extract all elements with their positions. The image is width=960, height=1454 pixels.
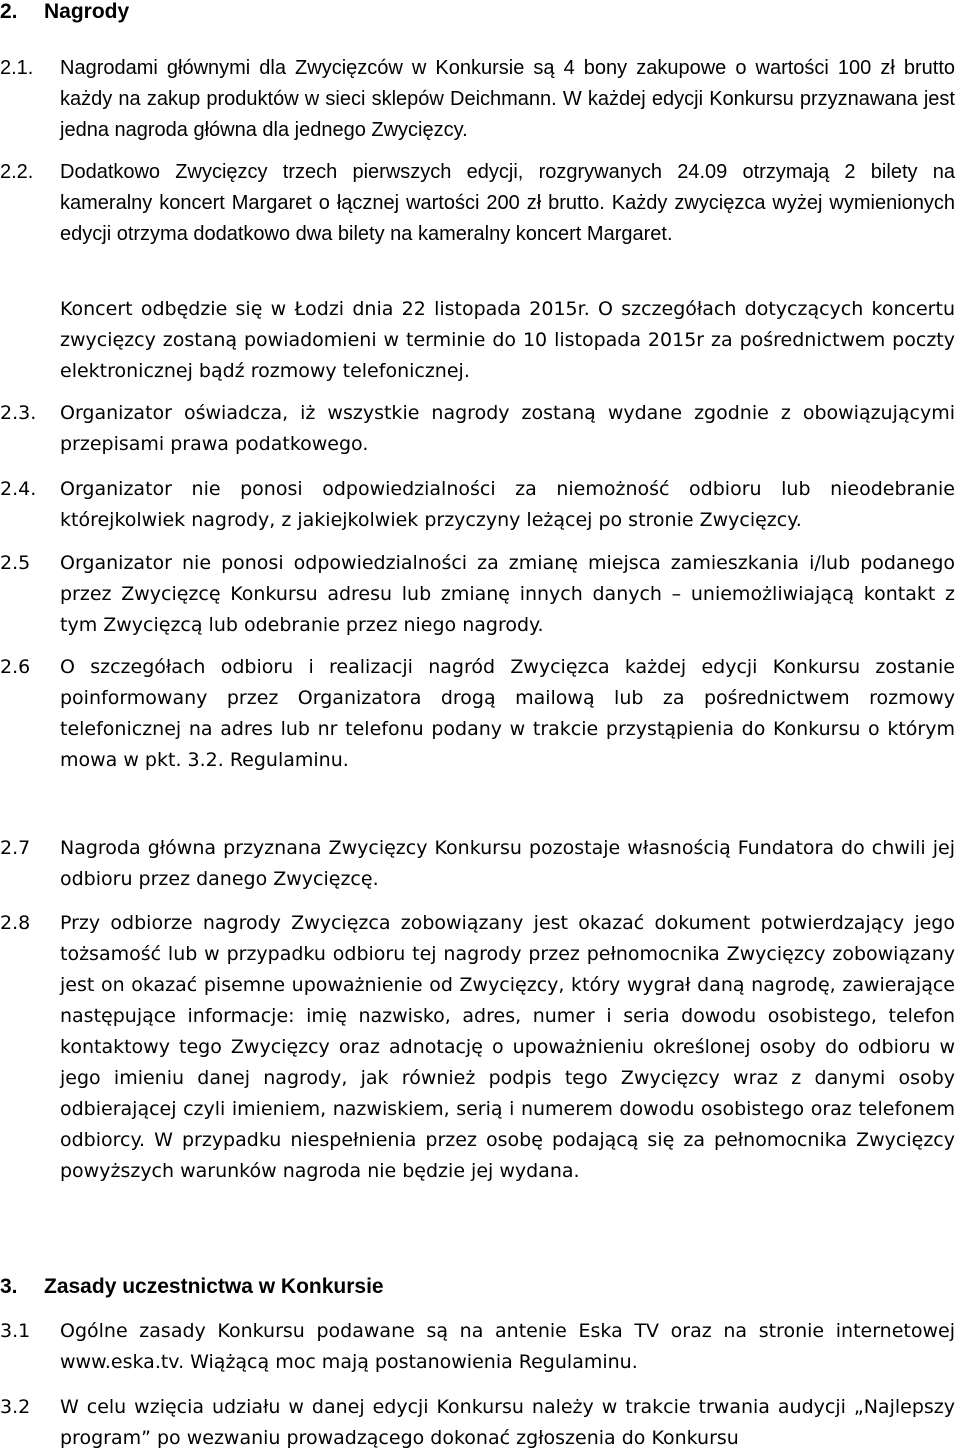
paragraph-number: 2.1.: [0, 57, 34, 79]
paragraph-2-6: [0, 652, 958, 776]
section-title: Nagrody: [44, 0, 130, 23]
paragraph-number: 3.1: [0, 1320, 31, 1342]
paragraph-number: 2.4.: [0, 478, 37, 500]
section-number: 2.: [0, 0, 18, 23]
paragraph-2-2-continued: [0, 294, 958, 387]
paragraph-2-2: [0, 157, 958, 250]
paragraph-text: W celu wzięcia udziału w danej edycji Konkursu należy w trakcie trwania audycji „Najlepszy program” po wezwaniu prowadzącego dokonać zgłoszenia do Konkursu: [60, 1396, 955, 1449]
paragraph-number: 2.5: [0, 552, 31, 574]
paragraph-2-5: [0, 548, 958, 641]
paragraph-2-4: [0, 474, 958, 536]
paragraph-2-1: [0, 53, 958, 146]
paragraph-2-3: [0, 398, 958, 460]
paragraph-text: Nagroda główna przyznana Zwycięzcy Konkursu pozostaje własnością Fundatora do chwili jej odbioru przez danego Zwycięzcę.: [60, 837, 955, 890]
paragraph-number: 2.6: [0, 656, 31, 678]
paragraph-number: 2.7: [0, 837, 31, 859]
paragraph-text: Ogólne zasady Konkursu podawane są na antenie Eska TV oraz na stronie internetowej www.eska.tv. Wiążącą moc mają postanowienia Regulaminu.: [60, 1320, 955, 1373]
paragraph-3-2: [0, 1392, 958, 1454]
paragraph-text: Przy odbiorze nagrody Zwycięzca zobowiązany jest okazać dokument potwierdzający jego tożsamość lub w przypadku odbioru tej nagrody przez pełnomocnika Zwycięzcy zobowiązany jest on okazać pisemne upoważnienie od Zwycięzcy, który wygrał daną nagrodę, zawierające następujące informacje: imię nazwisko, adres, numer i seria dowodu osobistego, telefon kontaktowy tego Zwycięzcy oraz adnotację o upoważnieniu określonej osoby do odbioru w jego imieniu danej nagrody, jak również podpis tego Zwycięzcy wraz z danymi osoby odbierającej czyli imieniem, nazwiskiem, serią i numerem dowodu osobistego oraz telefonem odbiorcy. W przypadku niespełnienia przez osobę podającą się za pełnomocnika Zwycięzcy powyższych warunków nagroda nie będzie jej wydana.: [60, 912, 955, 1182]
paragraph-number: 2.8: [0, 912, 31, 934]
paragraph-text: Nagrodami głównymi dla Zwycięzców w Konkursie są 4 bony zakupowe o wartości 100 zł brutto każdy na zakup produktów w sieci sklepów Deichmann. W każdej edycji Konkursu przyznawana jest jedna nagroda główna dla jednego Zwycięzcy.: [60, 57, 955, 141]
paragraph-text: Organizator nie ponosi odpowiedzialności za niemożność odbioru lub nieodebranie którejkolwiek nagrody, z jakiejkolwiek przyczyny leżącej po stronie Zwycięzcy.: [60, 478, 955, 531]
paragraph-number: 2.2.: [0, 161, 34, 183]
paragraph-text: Organizator oświadcza, iż wszystkie nagrody zostaną wydane zgodnie z obowiązującymi przepisami prawa podatkowego.: [60, 402, 955, 455]
paragraph-number: 2.3.: [0, 402, 37, 424]
paragraph-text: Dodatkowo Zwycięzcy trzech pierwszych edycji, rozgrywanych 24.09 otrzymają 2 bilety na kameralny koncert Margaret o łącznej wartości 200 zł brutto. Każdy zwycięzca wyżej wymienionych edycji otrzyma dodatkowo dwa bilety na kameralny koncert Margaret.: [60, 161, 955, 245]
section-title: Zasady uczestnictwa w Konkursie: [44, 1275, 384, 1298]
paragraph-text: Organizator nie ponosi odpowiedzialności za zmianę miejsca zamieszkania i/lub podanego przez Zwycięzcę Konkursu adresu lub zmianę innych danych – uniemożliwiającą kontakt z tym Zwycięzcą lub odebranie przez niego nagrody.: [60, 552, 955, 636]
paragraph-2-8: [0, 908, 958, 1187]
paragraph-3-1: [0, 1316, 958, 1378]
paragraph-number: 3.2: [0, 1396, 31, 1418]
paragraph-2-7: [0, 833, 958, 895]
paragraph-text: Koncert odbędzie się w Łodzi dnia 22 listopada 2015r. O szczegółach dotyczących koncertu zwycięzcy zostaną powiadomieni w terminie do 10 listopada 2015r za pośrednictwem poczty elektronicznej bądź rozmowy telefonicznej.: [60, 298, 955, 382]
section-number: 3.: [0, 1275, 18, 1298]
paragraph-text: O szczegółach odbioru i realizacji nagród Zwycięzca każdej edycji Konkursu zostanie poinformowany przez Organizatora drogą mailową lub za pośrednictwem rozmowy telefonicznej na adres lub nr telefonu podany w trakcie przystąpienia do Konkursu o którym mowa w pkt. 3.2. Regulaminu.: [60, 656, 955, 771]
